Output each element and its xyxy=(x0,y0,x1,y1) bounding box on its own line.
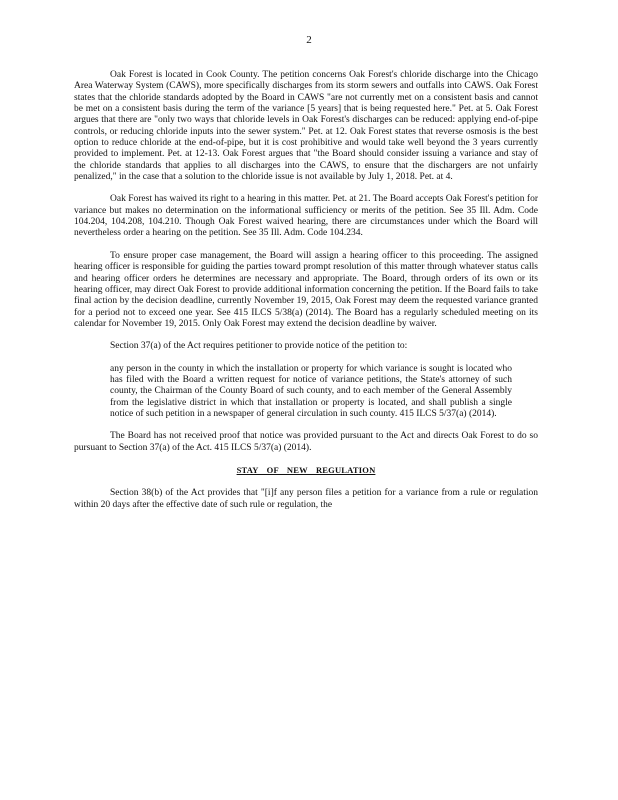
paragraph-case-management: To ensure proper case management, the Board will assign a hearing officer to this proceeding. The assigned hearing officer is responsible for guiding the parties toward prompt resolution of this matter through whatever status calls and hearing officer orders he determines are necessary and appropriate. The Board, through orders of its own or its hearing officer, may direct Oak Forest to provide additional information concerning the petition. If the Board fails to take final action by the decision deadline, currently November 19, 2015, Oak Forest may deem the requested variance granted for a period not to exceed one year. See 415 ILCS 5/38(a) (2014). The Board has a regularly scheduled meeting on its calendar for November 19, 2015. Only Oak Forest may extend the decision deadline by waiver. xyxy=(74,250,538,329)
paragraph-notice-requirement: Section 37(a) of the Act requires petitioner to provide notice of the petition to: xyxy=(110,341,408,352)
section-heading-text: STAY OF NEW REGULATION xyxy=(236,464,376,475)
paragraph-section-38b: Section 38(b) of the Act provides that "[i]f any person files a petition for a variance from a rule or regulation within 20 days after the effective date of such rule or regulation, the xyxy=(74,488,538,510)
section-heading xyxy=(74,465,538,476)
block-quote-section-37a: any person in the county in which the installation or property for which variance is sought is located who has filed with the Board a written request for notice of variance petitions, the State's attorney of such county, the Chairman of the County Board of such county, and to each member of the General Assembly from the legislative district in which that installation or property is located, and shall publish a single notice of such petition in a newspaper of general circulation in such county. 415 ILCS 5/37(a) (2014). xyxy=(110,363,512,419)
page-number: 2 xyxy=(306,34,312,46)
paragraph-hearing-waiver: Oak Forest has waived its right to a hearing in this matter. Pet. at 21. The Board accepts Oak Forest's petition for variance but makes no determination on the informational sufficiency or merits of the petition. See 35 Ill. Adm. Code 104.204, 104.208, 104.210. Though Oak Forest waived hearing, there are circumstances under which the Board will nevertheless order a hearing on the petition. See 35 Ill. Adm. Code 104.234. xyxy=(74,194,538,239)
paragraph-location: Oak Forest is located in Cook County. The petition concerns Oak Forest's chloride discharge into the Chicago Area Waterway System (CAWS), more specifically discharges from its storm sewers and outfalls into CAWS. Oak Forest states that the chloride standards adopted by the Board in CAWS "are not currently met on a consistent basis and cannot be met on a consistent basis during the term of the variance [5 years] that is being requested here." Pet. at 5. Oak Forest argues that there are "only two ways that chloride levels in Oak Forest's discharges can be reduced: applying end-of-pipe controls, or reducing chloride inputs into the sewer system." Pet. at 12. Oak Forest states that reverse osmosis is the best option to reduce chloride at the end-of-pipe, but it is cost prohibitive and would take well beyond the 3 years currently provided to implement. Pet. at 12-13. Oak Forest argues that "the Board should consider issuing a variance and stay of the chloride standards that applies to all discharges into the CAWS, to ensure that the dischargers are not unfairly penalized," in the case that a solution to the chloride issue is not available by July 1, 2018. Pet. at 4. xyxy=(74,70,538,183)
paragraph-notice-directive: The Board has not received proof that notice was provided pursuant to the Act and directs Oak Forest to do so pursuant to Section 37(a) of the Act. 415 ILCS 5/37(a) (2014). xyxy=(74,431,538,453)
document-body xyxy=(74,70,538,522)
